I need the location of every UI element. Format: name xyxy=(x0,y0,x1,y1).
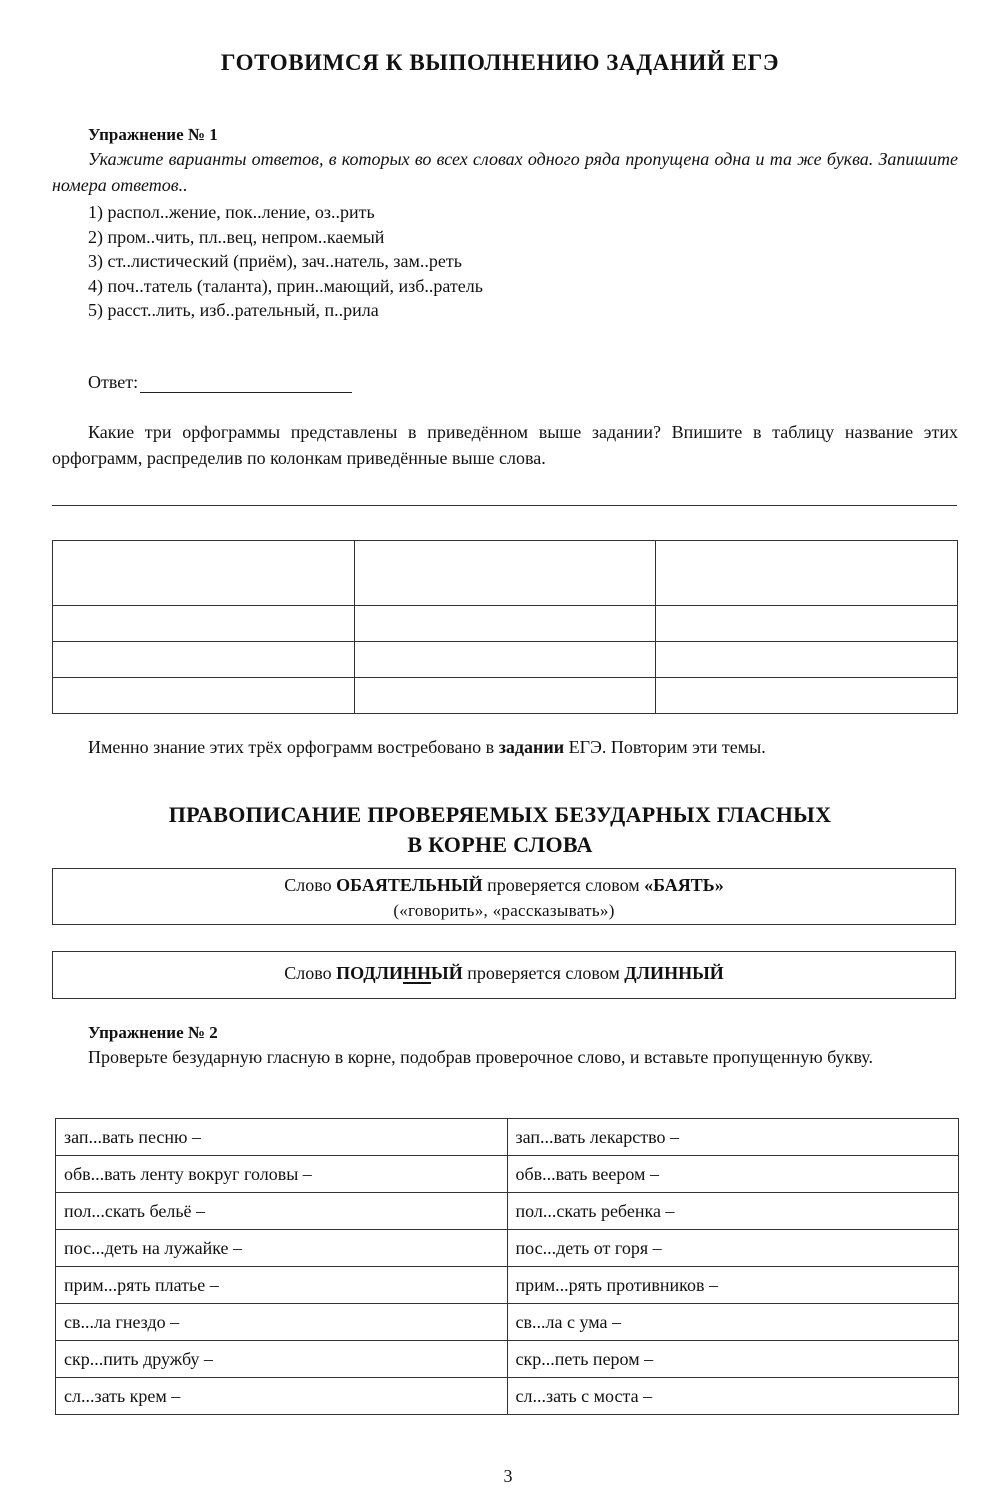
orthogram-cell[interactable] xyxy=(656,642,958,678)
exercise-1-options xyxy=(88,200,483,323)
rule-2-word-end: ЫЙ xyxy=(431,963,463,983)
table-row xyxy=(56,1304,959,1341)
table-row xyxy=(56,1156,959,1193)
orthogram-table xyxy=(52,540,958,714)
word-cell[interactable]: пол...скать бельё – xyxy=(56,1193,508,1230)
option-item: 4) поч..татель (таланта), прин..мающий, изб..ратель xyxy=(88,275,483,296)
orthogram-question: Какие три орфограммы представлены в приведённом выше задании? Впишите в таблицу название этих орфограмм, распределив по колонкам приведённые выше слова. xyxy=(52,422,958,468)
rule-2-middle: проверяется словом xyxy=(462,963,625,983)
rule-1-middle: проверяется словом xyxy=(482,875,645,895)
orthogram-cell[interactable] xyxy=(53,606,355,642)
table-row xyxy=(53,642,958,678)
exercise-1-task: Укажите варианты ответов, в которых во всех словах одного ряда пропущена одна и та же буква. Запишите номера ответов.. xyxy=(52,149,958,195)
knowledge-text-bold: задании xyxy=(498,737,565,757)
exercise-2-table xyxy=(55,1118,959,1415)
word-cell[interactable]: обв...вать веером – xyxy=(507,1156,959,1193)
rule-1-check-word: «БАЯТЬ» xyxy=(644,875,724,895)
word-cell[interactable]: обв...вать ленту вокруг головы – xyxy=(56,1156,508,1193)
rule-box-obayatelny xyxy=(52,868,956,925)
rule-2-word xyxy=(336,963,463,983)
orthogram-cell[interactable] xyxy=(656,678,958,714)
word-cell[interactable]: зап...вать песню – xyxy=(56,1119,508,1156)
exercise-2-task: Проверьте безударную гласную в корне, подобрав проверочное слово, и вставьте пропущенную букву. xyxy=(88,1047,873,1067)
table-row xyxy=(56,1193,959,1230)
table-row xyxy=(56,1341,959,1378)
orthogram-cell[interactable] xyxy=(354,678,656,714)
orthogram-cell[interactable] xyxy=(53,642,355,678)
rule-1-word: ОБАЯТЕЛЬНЫЙ xyxy=(336,875,483,895)
rule-2-prefix: Слово xyxy=(284,963,337,983)
rule-2-word-start: ПОДЛИ xyxy=(336,963,404,983)
table-row xyxy=(56,1267,959,1304)
answer-row xyxy=(88,372,352,393)
option-item: 3) ст..листический (приём), зач..натель, зам..реть xyxy=(88,251,462,271)
word-cell[interactable]: прим...рять платье – xyxy=(56,1267,508,1304)
orthogram-header-cell[interactable] xyxy=(354,541,656,606)
rule-1-prefix: Слово xyxy=(284,875,337,895)
table-row xyxy=(56,1119,959,1156)
option-item: 2) пром..чить, пл..вец, непром..каемый xyxy=(88,226,385,247)
answer-label: Ответ: xyxy=(88,372,139,392)
rule-1-note: («говорить», «рассказывать») xyxy=(393,901,615,920)
orthogram-cell[interactable] xyxy=(656,606,958,642)
knowledge-note xyxy=(52,734,958,760)
answer-field[interactable] xyxy=(140,372,352,393)
word-cell[interactable]: пол...скать ребенка – xyxy=(507,1193,959,1230)
rule-box-podlinny xyxy=(52,951,956,999)
rule-2-check-word: ДЛИННЫЙ xyxy=(624,963,724,983)
word-cell[interactable]: св...ла с ума – xyxy=(507,1304,959,1341)
orthogram-cell[interactable] xyxy=(53,678,355,714)
table-row xyxy=(56,1230,959,1267)
table-row xyxy=(56,1378,959,1415)
orthogram-header-cell[interactable] xyxy=(53,541,355,606)
knowledge-text-after: ЕГЭ. Повторим эти темы. xyxy=(564,737,766,757)
word-cell[interactable]: св...ла гнездо – xyxy=(56,1304,508,1341)
table-row xyxy=(53,606,958,642)
option-item: 5) расст..лить, изб..рательный, п..рила xyxy=(88,300,379,320)
orthogram-cell[interactable] xyxy=(354,606,656,642)
word-cell[interactable]: скр...петь пером – xyxy=(507,1341,959,1378)
section-title xyxy=(0,800,1000,860)
knowledge-text-before: Именно знание этих трёх орфограмм востребовано в xyxy=(88,737,499,757)
table-row xyxy=(53,678,958,714)
orthogram-header-cell[interactable] xyxy=(656,541,958,606)
orthogram-cell[interactable] xyxy=(354,642,656,678)
exercise-2-heading: Упражнение № 2 xyxy=(88,1023,218,1042)
word-cell[interactable]: сл...зать крем – xyxy=(56,1378,508,1415)
word-cell[interactable]: пос...деть от горя – xyxy=(507,1230,959,1267)
page-title: ГОТОВИМСЯ К ВЫПОЛНЕНИЮ ЗАДАНИЙ ЕГЭ xyxy=(220,50,780,75)
option-item: 1) распол..жение, пок..ление, оз..рить xyxy=(88,202,375,222)
table-row xyxy=(53,541,958,606)
word-cell[interactable]: сл...зать с моста – xyxy=(507,1378,959,1415)
exercise-1-heading: Упражнение № 1 xyxy=(88,125,218,144)
section-title-line-1: ПРАВОПИСАНИЕ ПРОВЕРЯЕМЫХ БЕЗУДАРНЫХ ГЛАСНЫХ xyxy=(168,802,832,827)
word-cell[interactable]: зап...вать лекарство – xyxy=(507,1119,959,1156)
rule-2-word-underlined: НН xyxy=(403,963,432,983)
word-cell[interactable]: скр...пить дружбу – xyxy=(56,1341,508,1378)
page-number: 3 xyxy=(503,1466,513,1486)
word-cell[interactable]: прим...рять противников – xyxy=(507,1267,959,1304)
word-cell[interactable]: пос...деть на лужайке – xyxy=(56,1230,508,1267)
write-in-line[interactable] xyxy=(52,505,957,506)
section-title-line-2: В КОРНЕ СЛОВА xyxy=(407,832,593,857)
